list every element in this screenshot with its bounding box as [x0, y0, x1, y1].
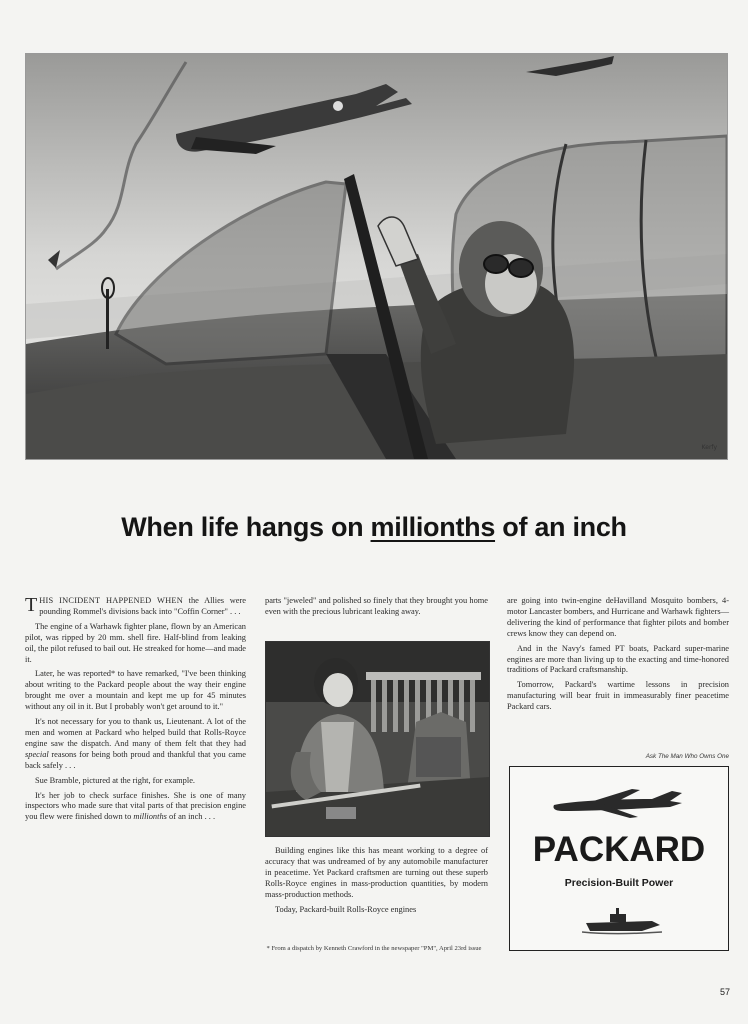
ask-the-man-tagline: Ask The Man Who Owns One: [645, 753, 729, 760]
column-1-paragraph-4: [25, 717, 246, 772]
pt-boat-icon: [582, 905, 662, 935]
column-1-paragraph-6-italic: millionths: [133, 812, 167, 822]
column-1-paragraph-3: Later, he was reported* to have remarked, "I've been thinking about writing to the Packard people about the way their engine brought me over a mountain and kept me up for 45 minutes without any oil in it. But I probably won't get around to it.": [25, 669, 246, 712]
bomber-plane-icon: [552, 785, 686, 821]
column-2-bottom: [265, 846, 488, 919]
column-1-paragraph-4-italic: special: [25, 749, 49, 759]
inspector-photo: [265, 641, 490, 837]
column-1-paragraph-6: [25, 791, 246, 824]
column-1-paragraph-5: Sue Bramble, pictured at the right, for example.: [35, 775, 196, 785]
cockpit-illustration: [25, 53, 728, 460]
column-3-paragraph-1: are going into twin-engine deHavilland Mosquito bombers, 4-motor Lancaster bombers, and Hurricane and Warhawk fighters—delivering the kind of performance that fighter pilots and bomber crews know they can depend on.: [507, 596, 729, 638]
column-1-paragraph-1: [25, 596, 246, 618]
body-column-3: [507, 596, 729, 717]
artist-signature: Kerfy: [701, 444, 717, 451]
packard-logo-box: [509, 766, 729, 951]
column-1-paragraph-6-b: of an inch . . .: [166, 812, 216, 822]
headline-text-after: of an inch: [495, 512, 627, 542]
column-2-paragraph-1: parts "jeweled" and polished so finely that they brought you home even with the precious lubricant leaking away.: [265, 596, 488, 616]
column-1-paragraph-4-b: reasons for being both proud and thankful that you came back safely . . .: [25, 749, 246, 770]
headline: [0, 512, 748, 543]
footnote: * From a dispatch by Kenneth Crawford in the newspaper "PM", April 23rd issue: [266, 945, 482, 952]
packard-wordmark: PACKARD: [532, 830, 706, 869]
drop-cap: T: [25, 594, 38, 616]
lead-in-rest: the Allies were pounding Rommel's divisions back into "Coffin Corner" . . .: [39, 596, 246, 616]
headline-emphasis: millionths: [370, 512, 496, 542]
headline-text-before: When life hangs on: [121, 512, 371, 542]
inspector-photo-drawing: [266, 642, 489, 836]
column-1-paragraph-2: The engine of a Warhawk fighter plane, flown by an American pilot, was ripped by 20 mm. shell fire. Half-blind from leaking oil, the pilot refused to bail out. He streaked for home—and made it.: [25, 621, 246, 664]
lead-in-caps: HIS INCIDENT HAPPENED WHEN: [39, 596, 183, 605]
photo-caption: Building engines like this has meant working to a degree of accuracy that was undreamed of by any automobile manufacturer in peacetime. Yet Packard craftsmen are turning out these superb Rolls-Royce engines in mass-production quantities, by modern mass-production methods.: [265, 846, 488, 899]
column-3-paragraph-2: And in the Navy's famed PT boats, Packard super-marine engines are more than living up to the exacting and time-honored traditions of Packard craftsmanship.: [507, 643, 729, 675]
column-2-paragraph-3: Today, Packard-built Rolls-Royce engines: [275, 904, 417, 914]
packard-tagline: Precision-Built Power: [564, 877, 674, 889]
page-number: 57: [719, 987, 730, 997]
body-column-1: [25, 596, 246, 827]
column-1-paragraph-4-a: It's not necessary for you to thank us, Lieutenant. A lot of the men and women at Packard who helped build that Rolls-Royce engine saw the dispatch. And many of them felt that they had: [25, 717, 246, 748]
column-1-paragraph-6-a: It's her job to check surface finishes. She is one of many inspectors who made sure that vital parts of that precision engine you flew were finished down to: [25, 790, 246, 822]
column-3-paragraph-3: Tomorrow, Packard's wartime lessons in precision manufacturing will bear fruit in immeasurably finer peacetime Packard cars.: [507, 680, 729, 712]
cockpit-illustration-drawing: [26, 54, 727, 459]
